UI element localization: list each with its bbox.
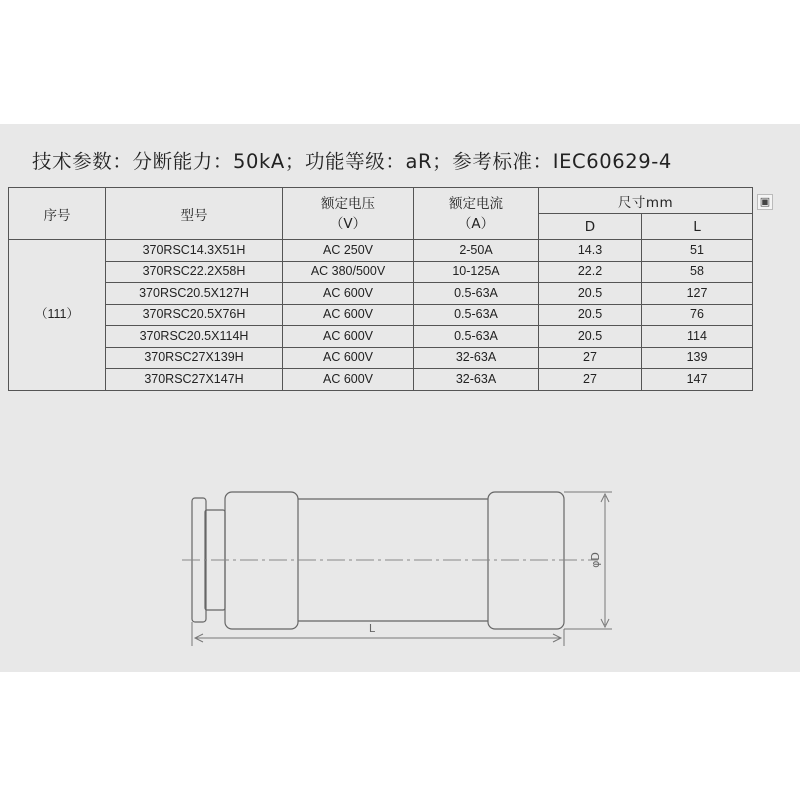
cell-l: 147 (642, 369, 753, 391)
group-label: （111） (9, 240, 106, 391)
cell-voltage: AC 600V (283, 347, 414, 369)
cell-d: 27 (539, 369, 642, 391)
header-voltage-line2: （V） (329, 215, 367, 232)
cell-l: 139 (642, 347, 753, 369)
header-current-line1: 额定电流 (449, 195, 503, 212)
table-row (9, 283, 753, 305)
cell-current: 0.5-63A (414, 304, 539, 326)
cell-current: 10-125A (414, 261, 539, 283)
cell-model: 370RSC14.3X51H (106, 240, 283, 262)
fuse-spec-table (8, 187, 753, 391)
cell-l: 51 (642, 240, 753, 262)
header-current-line2: （A） (457, 215, 495, 232)
header-serial: 序号 (9, 188, 106, 240)
technical-parameters-line: 技术参数：分断能力：50kA；功能等级：aR；参考标准：IEC60629-4 (32, 150, 672, 173)
diameter-label: φD (589, 552, 602, 568)
table-row (9, 369, 753, 391)
table-row (9, 240, 753, 262)
table-row (9, 304, 753, 326)
cell-l: 127 (642, 283, 753, 305)
cell-d: 20.5 (539, 283, 642, 305)
cell-current: 32-63A (414, 369, 539, 391)
header-rated-voltage (283, 188, 414, 240)
cell-voltage: AC 380/500V (283, 261, 414, 283)
cell-model: 370RSC27X147H (106, 369, 283, 391)
cell-model: 370RSC20.5X114H (106, 326, 283, 348)
length-label: L (368, 622, 376, 635)
cell-model: 370RSC22.2X58H (106, 261, 283, 283)
cell-current: 32-63A (414, 347, 539, 369)
cell-l: 76 (642, 304, 753, 326)
cell-current: 2-50A (414, 240, 539, 262)
cell-voltage: AC 250V (283, 240, 414, 262)
cell-l: 58 (642, 261, 753, 283)
cell-d: 20.5 (539, 304, 642, 326)
image-icon[interactable]: ▣ (757, 194, 773, 210)
cell-d: 27 (539, 347, 642, 369)
header-voltage-line1: 额定电压 (321, 195, 375, 212)
length-dimension (192, 622, 564, 646)
cell-current: 0.5-63A (414, 326, 539, 348)
header-dim-l: L (642, 214, 753, 240)
cell-voltage: AC 600V (283, 369, 414, 391)
cell-l: 114 (642, 326, 753, 348)
header-dim-d: D (539, 214, 642, 240)
header-dimensions: 尺寸mm (539, 188, 753, 214)
cell-d: 22.2 (539, 261, 642, 283)
header-model: 型号 (106, 188, 283, 240)
table-row (9, 347, 753, 369)
cell-voltage: AC 600V (283, 304, 414, 326)
cell-voltage: AC 600V (283, 283, 414, 305)
cell-model: 370RSC27X139H (106, 347, 283, 369)
cell-current: 0.5-63A (414, 283, 539, 305)
cell-voltage: AC 600V (283, 326, 414, 348)
header-rated-current (414, 188, 539, 240)
table-row (9, 261, 753, 283)
table-row (9, 326, 753, 348)
fuse-outline-drawing (0, 470, 800, 670)
cell-model: 370RSC20.5X127H (106, 283, 283, 305)
cell-model: 370RSC20.5X76H (106, 304, 283, 326)
cell-d: 14.3 (539, 240, 642, 262)
cell-d: 20.5 (539, 326, 642, 348)
